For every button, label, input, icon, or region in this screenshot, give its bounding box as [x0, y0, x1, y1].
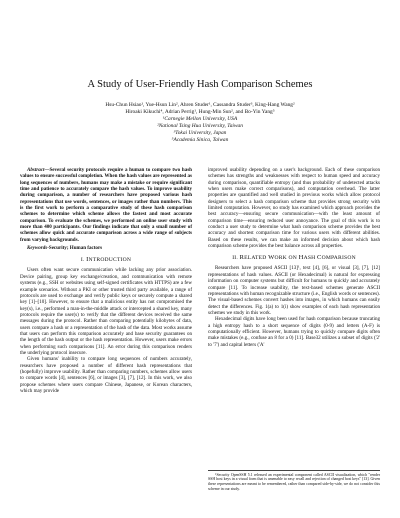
related-paragraph-2: Hexadecimal digits have long been used for hash comparison because truncating a high entropy hash to a short sequence of digits (0-9) and letters (A-F) is computationally efficient. However, humans trying to quickly compare digits often make mistakes (e.g., confuse an 8 for a 0) [11]. Base32 utilizes a subset of digits ('2' to '7') and capital letters ('A' — [208, 316, 380, 348]
paper-title: A Study of User-Friendly Hash Comparison Schemes — [87, 79, 313, 90]
affiliation-2: ²National Tsing Hua University, Taiwan — [157, 123, 243, 129]
intro-continuation: improved usability depending on a user's background. Each of these comparison schemes has strengths and weaknesses with respect to human speed and accuracy during comparison, quantifiable entropy (and thus probability of undetected attacks when users make correct comparisons), and computation overhead. The latter properties are quantified and well studied in previous works which allow protocol designers to select a hash comparison scheme that provides strong security with limited computation. However, no study has examined which approach provides the best accuracy—ensuring secure communication—with the least amount of comparison time—ensuring reduced user annoyance. The goal of this work is to conduct a user study to determine what hash comparison scheme provides the best accuracy and shortest comparison time for various users with different abilities. Based on these results, we can make an informed decision about which hash comparison scheme provides the best balance across all properties. — [208, 167, 380, 250]
keywords — [20, 245, 192, 251]
abstract — [20, 167, 192, 243]
footnote — [208, 470, 380, 491]
intro-paragraph-1: Users often want secure communication while lacking any prior association. Device pairing, group key exchange/creation, and communication with remote systems (e.g., SSH or websites using self-signed certificates with HTTPS) are a few example scenarios. Without a PKI or other trusted third party available, a range of protocols are used to exchange and verify public keys or securely compute a shared key [1]–[10]. However, to ensure that a malicious entity has not compromised the key(s), i.e., performed a man-in-the-middle attack or intercepted a shared key, many protocols require the user(s) to verify that the different devices received the same messages during the protocol. Rather than comparing potentially kilobytes of data, users compare a hash or a representation of the hash of the data. Most works assume that users can perform this comparison accurately and base security guarantees on the length of the hash output or the hash representation. However, users make errors when performing such comparisons [11]. An error during this comparison renders the underlying protocol insecure. — [20, 267, 192, 356]
section-heading-introduction: I. INTRODUCTION — [80, 256, 132, 264]
footnote-mark: 1 — [215, 471, 217, 476]
section-heading-related-work: II. RELATED WORK ON HASH COMPARISON — [232, 254, 356, 262]
related-paragraph-1: Researchers have proposed ASCII [13]¹, text [4], [6], or visual [3], [7], [12] representations of hash values. ASCII (or Hexadecimal) is natural for expressing information on computer systems but difficult for humans to quickly and accurately compare [11]. To increase usability, the text-based schemes generate ASCII representations with human recognizable structure (i.e., English words or sentences). The visual-based schemes convert hashes into images, in which humans can easily detect the differences. Fig. 1(a) to 1(i) show examples of each hash representation schemes we study in this work. — [208, 265, 380, 316]
author-list-line-1: Hsu-Chun Hsiao¹, Yue-Hsun Lin², Ahren Studer¹, Cassandra Studer³, King-Hang Wang² — [105, 102, 295, 108]
right-column — [208, 167, 380, 348]
affiliation-1: ¹Carnegie Mellon University, USA — [162, 116, 238, 122]
affiliation-4: ⁵Academia Sinica, Taiwan — [171, 137, 229, 143]
abstract-label: Abstract — [27, 167, 45, 173]
keywords-text: -Security; Human factors — [47, 245, 103, 252]
footnote-text: Security OpenSSH 5.1 released an experimental component called ASCII visualization, which "render SSH host keys in a visual form that is amenable to easy recall and rejection of changed host keys" [13]. Given these representations are meant to be remembered, rather than compared side-by-side, we do not consider this scheme in our study. — [208, 472, 380, 491]
left-column — [20, 167, 192, 394]
abstract-text: —Several security protocols require a human to compare two hash values to ensure successful completion. When the hash values are represented as long sequences of numbers, humans may make a mistake or require significant time and patience to accurately compare the hash values. To improve usability during comparison, a number of researchers have proposed various hash representations that use words, sentences, or images rather than numbers. This is the first work to perform a comparative study of these hash comparison schemes to determine which scheme allows the fastest and most accurate comparison. To evaluate the schemes, we performed an online user study with more than 400 participants. Our findings indicate that only a small number of schemes allow quick and accurate comparison across a wide range of subjects from varying backgrounds. — [20, 167, 192, 243]
keywords-label: Keywords — [27, 245, 48, 252]
affiliation-3: ³Tokai University, Japan — [173, 130, 227, 136]
intro-paragraph-2: Given humans' inability to compare long sequences of numbers accurately, researchers have proposed a number of different hash representations that (hopefully) improve usability. Rather than comparing numbers, schemes allow users to compare words [4], sentences [6], or images [3], [7], [12]. In this work, we also propose schemes where users compare Chinese, Japanese, or Korean characters, which may provide — [20, 356, 192, 394]
author-list-line-2: Hiroaki Kikuchi⁴, Adrian Perrig¹, Hung-Min Sun², and Bo-Yin Yang⁵ — [125, 109, 275, 115]
